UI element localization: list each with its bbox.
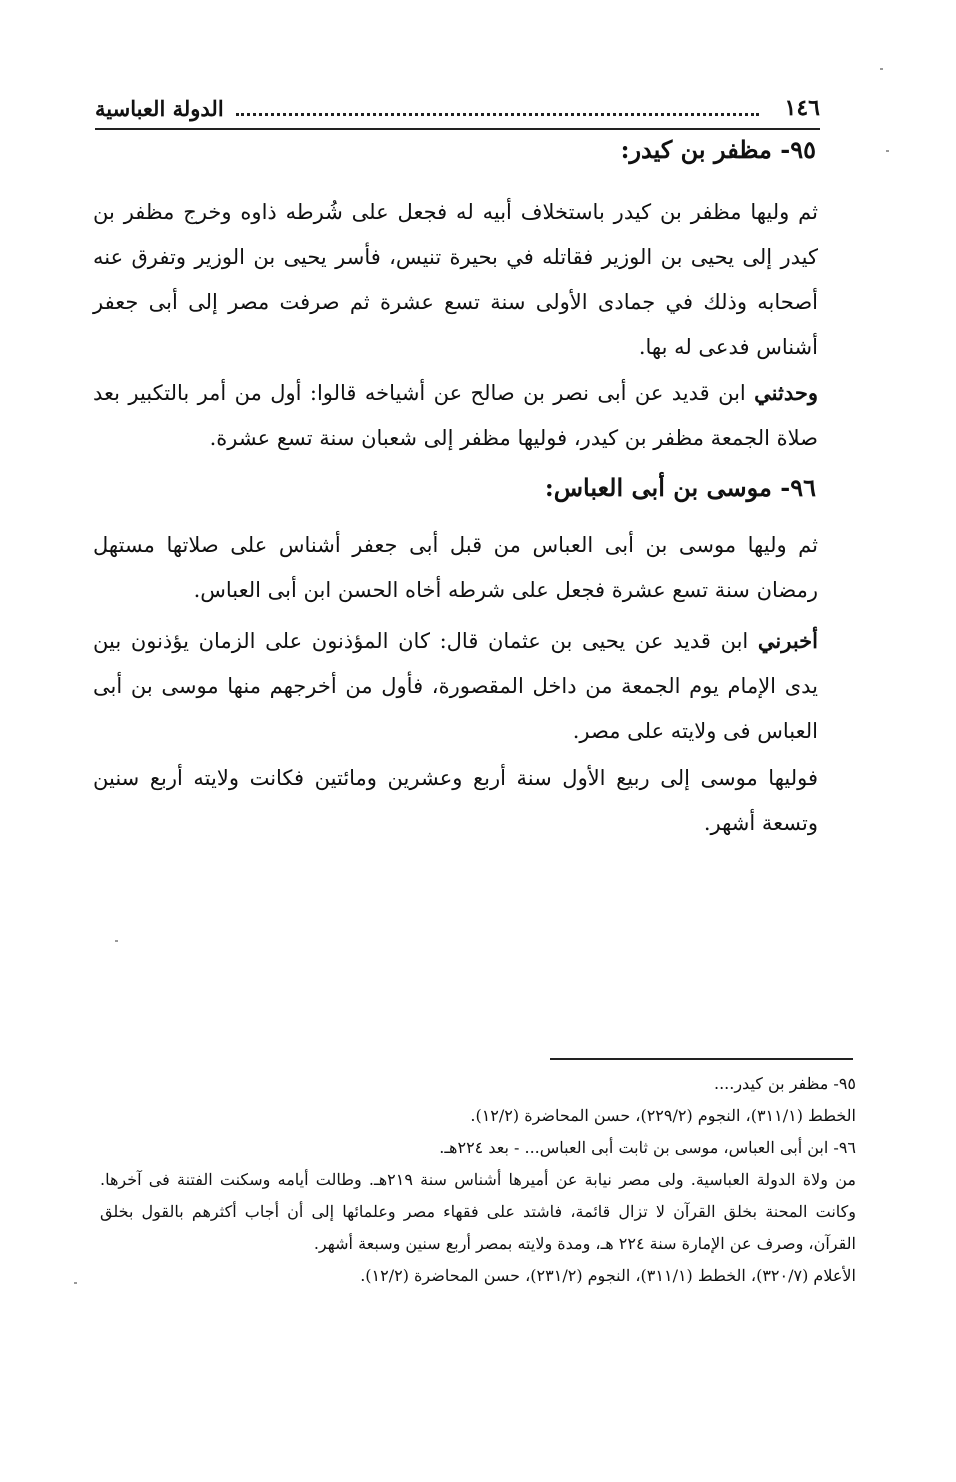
scan-speck bbox=[115, 940, 118, 942]
header-rule bbox=[95, 128, 820, 130]
page-header bbox=[95, 88, 820, 128]
footnote-96-body: من ولاة الدولة العباسية. ولى مصر نيابة عن أميرها أشناس سنة ٢١٩هـ. وطالت أيامه وسكنت الفتنة فى آخرها. وكانت المحنة بخلق القرآن لا تزال قائمة، فاشتد على فقهاء مصر وعلمائها إلى أن أجاب أكثرهم بالقول بخلق القرآن، وصرف عن الإمارة سنة ٢٢٤ هـ، ومدة ولايته بمصر أربع سنين وسبعة أشهر. bbox=[100, 1170, 857, 1253]
footnote-96-title: ٩٦- ابن أبى العباس، موسى بن ثابت أبى العباس... - بعد ٢٢٤هـ. bbox=[439, 1138, 856, 1157]
section-96-paragraph-3: فوليها موسى إلى ربيع الأول سنة أربع وعشرين ومائتين فكانت ولايته أربع سنين وتسعة أشهر. bbox=[93, 766, 818, 835]
section-96-heading: ٩٦- موسى بن أبى العباس: bbox=[544, 473, 816, 502]
header-dot-leader bbox=[236, 113, 759, 116]
paragraph-body: ابن قديد عن أبى نصر بن صالح عن أشياخه قالوا: أول من أمر بالتكبير بعد صلاة الجمعة مظفر بن كيدر، فوليها مظفر إلى شعبان سنة تسع عشرة. bbox=[93, 381, 818, 450]
section-96-paragraph-1: ثم وليها موسى بن أبى العباس من قبل أبى جعفر أشناس على صلاتها مستهل رمضان سنة تسع عشرة فجعل على شرطه أخاه الحسن ابن أبى العباس. bbox=[93, 533, 818, 602]
scan-speck bbox=[886, 150, 889, 152]
section-96-paragraph-2 bbox=[93, 618, 818, 754]
paragraph-body: ابن قديد عن يحيى بن عثمان قال: كان المؤذنون على الزمان يؤذنون بين يدى الإمام يوم الجمعة من داخل المقصورة، فأول من أخرجهم منها موسى بن أبى العباس فى ولايته على مصر. bbox=[93, 629, 818, 743]
section-95-paragraph-2 bbox=[93, 370, 818, 461]
section-95-heading: ٩٥- مظفر بن كيدر: bbox=[620, 135, 816, 164]
paragraph-lead-word: أخبرني bbox=[757, 628, 818, 653]
footnote-96-references: الأعلام (٣٢٠/٧)، الخطط (٣١١/١)، النجوم (٢٣١/٢)، حسن المحاضرة (١٢/٢). bbox=[360, 1266, 856, 1285]
footnote-rule bbox=[550, 1058, 853, 1060]
footnote-95-references: الخطط (٣١١/١)، النجوم (٢٢٩/٢)، حسن المحاضرة (١٢/٢). bbox=[470, 1106, 856, 1125]
section-95-paragraph-1: ثم وليها مظفر بن كيدر باستخلاف أبيه له فجعل على شُرطه ذاوه وخرج مظفر بن كيدر إلى يحيى بن الوزير فقاتله في بحيرة تنيس، فأسر يحيى بن الوزير وتفرق عنه أصحابه وذلك في جمادى الأولى سنة تسع عشرة ثم صرفت مصر إلى أبى جعفر أشناس فدعى له بها. bbox=[93, 200, 818, 359]
footnotes bbox=[100, 1068, 856, 1292]
page-number: ١٤٦ bbox=[784, 95, 820, 121]
scan-speck bbox=[880, 68, 883, 70]
scan-speck bbox=[74, 1282, 77, 1284]
footnote-95-title: ٩٥- مظفر بن كيدر.... bbox=[713, 1074, 856, 1093]
running-title: الدولة العباسية bbox=[95, 95, 224, 121]
paragraph-lead-word: وحدثني bbox=[754, 380, 818, 405]
